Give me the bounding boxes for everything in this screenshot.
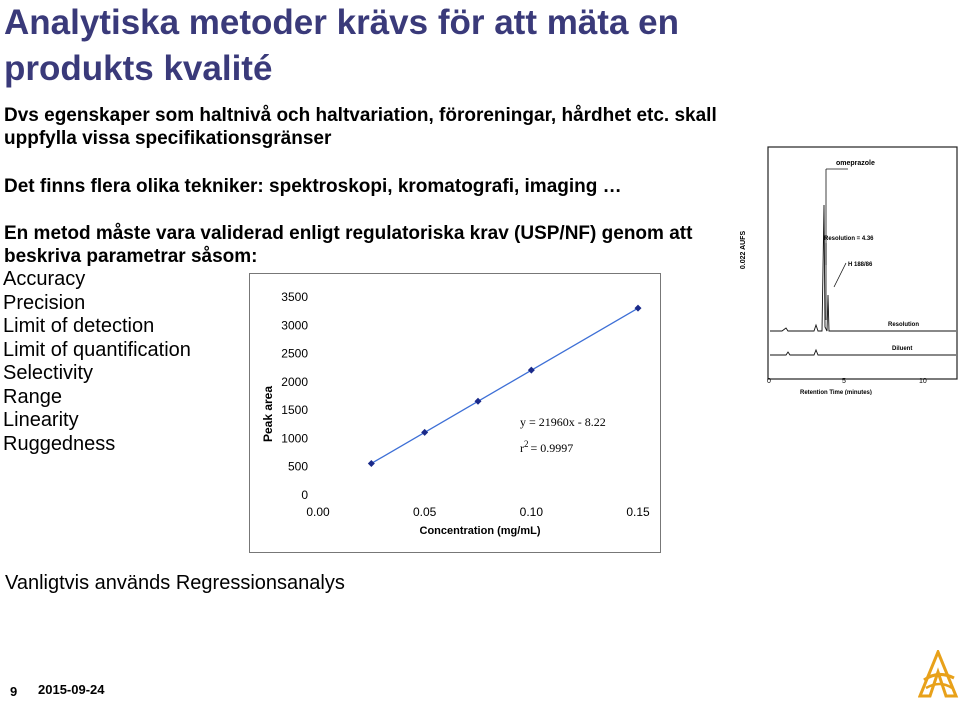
r-squared-exponent: 2 <box>524 439 529 449</box>
x-tick-label: 0.00 <box>306 505 330 519</box>
y-tick-label: 500 <box>287 459 308 474</box>
regression-equation: y = 21960x - 8.22 <box>520 415 606 429</box>
company-logo-icon <box>918 650 959 699</box>
resolution-trace <box>770 205 956 331</box>
calibration-chart-svg <box>250 274 660 552</box>
trace-diluent-label: Diluent <box>892 346 913 352</box>
chrom-x-tick: 5 <box>842 378 846 385</box>
chrom-x-tick: 0 <box>767 378 771 385</box>
data-point <box>528 367 535 374</box>
data-point <box>635 305 642 312</box>
h-ratio-arrow <box>834 263 846 287</box>
resolution-value: Resolution = 4.36 <box>824 236 874 242</box>
y-tick-label: 0 <box>301 488 308 502</box>
paragraph-validation: En metod måste vara validerad enligt regulatoriska krav (USP/NF) genom att beskriva parametrar såsom: <box>4 223 693 267</box>
y-tick-label: 2000 <box>281 374 308 389</box>
diluent-trace <box>770 350 956 355</box>
parameter-item: Limit of detection <box>3 315 155 337</box>
r-squared-value: = 0.9997 <box>530 441 574 455</box>
x-tick-label: 0.05 <box>412 505 437 519</box>
x-axis-label: Concentration (mg/mL) <box>419 525 541 537</box>
page-number: 9 <box>10 684 18 699</box>
slide-date: 2015-09-24 <box>38 682 105 697</box>
r-squared-symbol: r <box>520 441 524 455</box>
y-tick-label: 2500 <box>281 346 308 361</box>
h-ratio-label: H 188/86 <box>848 262 873 268</box>
y-tick-label: 3000 <box>281 318 308 333</box>
peak-label: omeprazole <box>836 160 875 167</box>
y-tick-label: 1500 <box>281 403 308 418</box>
data-point <box>421 429 428 436</box>
data-point <box>368 460 375 467</box>
chromatogram-svg <box>730 145 959 395</box>
regression-line <box>371 308 638 463</box>
chromatogram-y-label: 0.022 AUFS <box>740 230 747 270</box>
y-axis-label: Peak area <box>261 385 275 443</box>
paragraph-properties: Dvs egenskaper som haltnivå och haltvariation, föroreningar, hårdhet etc. skall uppfylla vissa specifikationsgränser <box>4 105 717 149</box>
parameter-item: Ruggedness <box>3 432 116 455</box>
data-point <box>475 398 482 405</box>
calibration-chart <box>249 273 661 553</box>
paragraph-techniques: Det finns flera olika tekniker: spektroskopi, kromatografi, imaging … <box>4 176 622 197</box>
slide-title: Analytiska metoder krävs för att mäta en produkts kvalité <box>4 3 679 88</box>
r-squared <box>520 439 573 455</box>
trace-resolution-label: Resolution <box>888 322 919 328</box>
chrom-x-tick: 10 <box>919 378 927 385</box>
parameter-item: Selectivity <box>3 362 94 384</box>
parameter-item: Precision <box>3 291 86 314</box>
parameter-item: Limit of quantification <box>3 338 191 361</box>
parameter-item: Range <box>3 385 62 408</box>
x-tick-label: 0.15 <box>626 505 650 519</box>
parameter-item: Linearity <box>3 409 79 431</box>
footer-text: Vanligtvis används Regressionsanalys <box>5 572 345 594</box>
x-tick-label: 0.10 <box>519 505 544 519</box>
y-tick-label: 3500 <box>281 290 308 304</box>
parameter-item: Accuracy <box>3 268 86 290</box>
y-tick-label: 1000 <box>281 431 308 446</box>
chromatogram <box>730 145 959 395</box>
chrom-x-label: Retention Time (minutes) <box>800 390 872 395</box>
parameter-list <box>3 268 191 456</box>
